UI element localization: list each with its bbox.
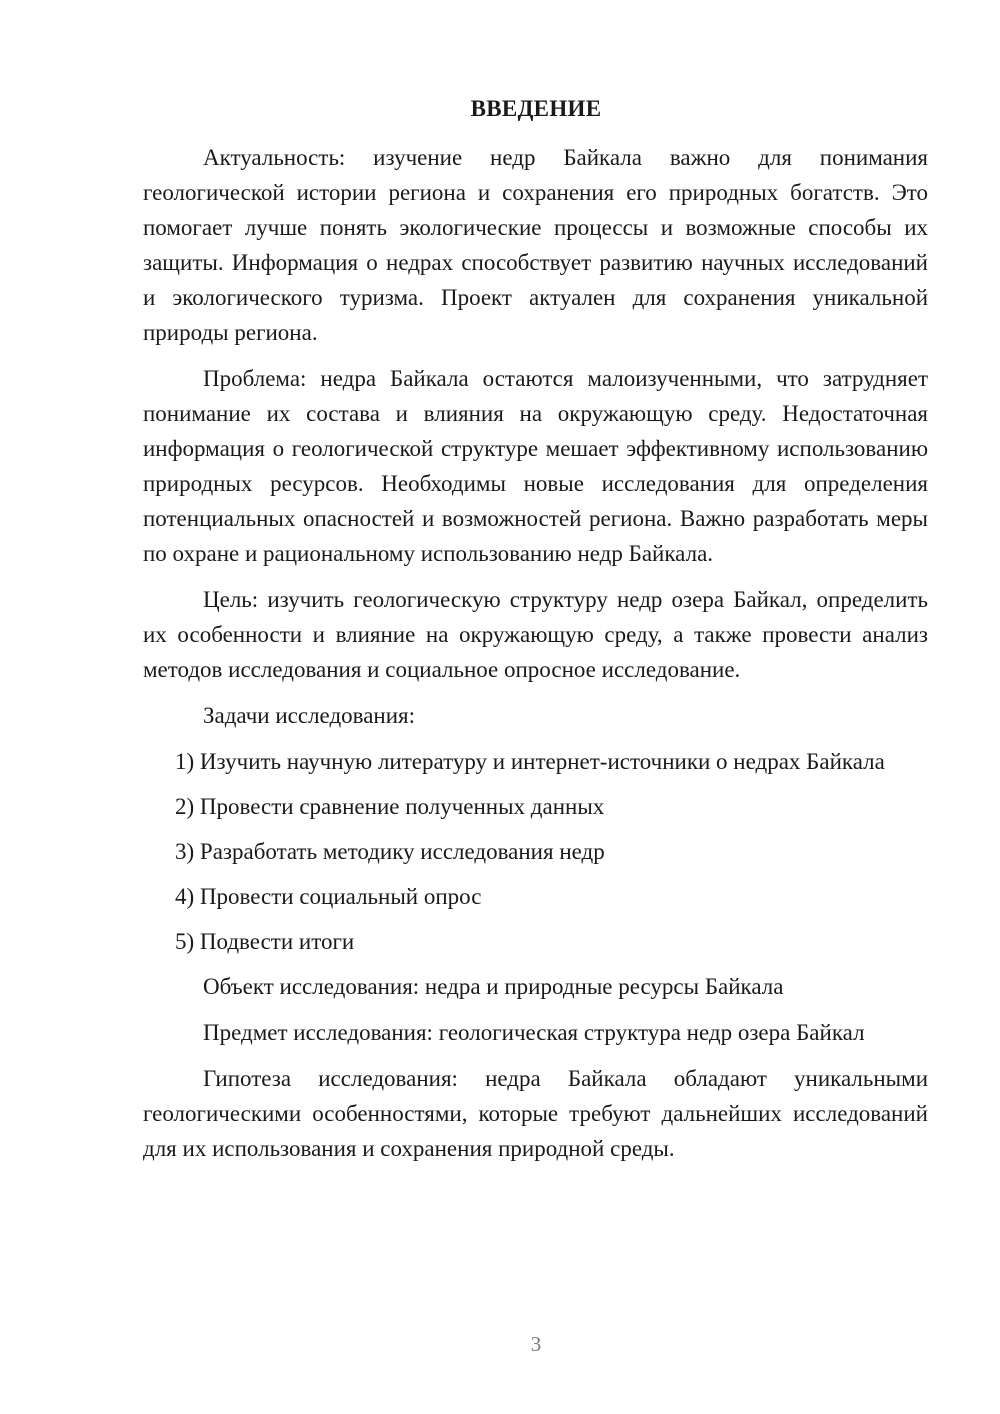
paragraph-hypothesis: Гипотеза исследования: недра Байкала обладают уникальными геологическими особенностями, которые требуют дальнейших исследований для их использования и сохранения природной среды. xyxy=(143,1066,928,1161)
document-body xyxy=(143,140,928,1177)
paragraph-relevance: Актуальность: изучение недр Байкала важно для понимания геологической истории региона и сохранения его природных богатств. Это помогает лучше понять экологические процессы и возможные способы их защиты. Информация о недрах способствует развитию научных исследований и экологического туризма. Проект актуален для сохранения уникальной природы региона. xyxy=(143,145,928,345)
list-item: 1) Изучить научную литературу и интернет-источники о недрах Байкала xyxy=(175,749,885,774)
tasks-list xyxy=(143,744,928,959)
tasks-title: Задачи исследования: xyxy=(203,703,416,728)
page-title: ВВЕДЕНИЕ xyxy=(470,96,602,121)
list-item: 3) Разработать методику исследования недр xyxy=(175,839,605,864)
paragraph-subject: Предмет исследования: геологическая структура недр озера Байкал xyxy=(203,1020,865,1045)
list-item: 2) Провести сравнение полученных данных xyxy=(175,794,605,819)
paragraph-object: Объект исследования: недра и природные ресурсы Байкала xyxy=(203,974,784,999)
list-item: 5) Подвести итоги xyxy=(175,929,355,954)
page-number: 3 xyxy=(530,1332,542,1356)
paragraph-problem: Проблема: недра Байкала остаются малоизученными, что затрудняет понимание их состава и влияния на окружающую среду. Недостаточная информация о геологической структуре мешает эффективному использованию природных ресурсов. Необходимы новые исследования для определения потенциальных опасностей и возможностей региона. Важно разработать меры по охране и рациональному использованию недр Байкала. xyxy=(143,366,928,566)
paragraph-goal: Цель: изучить геологическую структуру недр озера Байкал, определить их особенности и влияние на окружающую среду, а также провести анализ методов исследования и социальное опросное исследование. xyxy=(143,587,928,682)
list-item: 4) Провести социальный опрос xyxy=(175,884,482,909)
